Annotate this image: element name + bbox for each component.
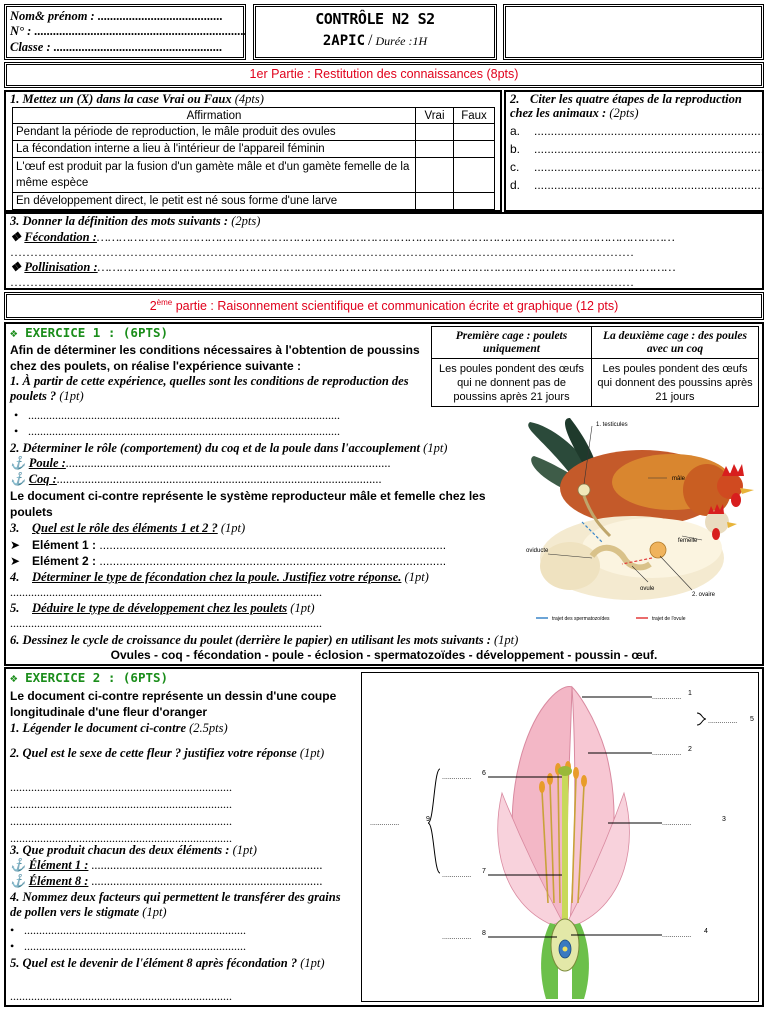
- fig-label-male: mâle: [672, 476, 686, 482]
- slash: /: [368, 32, 373, 49]
- affirmation-3: L'œuf est produit par la fusion d'un gamète mâle et d'un gamète femelle de la même espèce: [13, 158, 416, 193]
- anchor-bullet-icon: ⚓: [10, 472, 26, 486]
- ex1-q4-text: Déterminer le type de fécondation chez la poule. Justifiez votre réponse.: [32, 570, 402, 584]
- diamond-bullet-icon: ❖: [10, 230, 25, 244]
- ex1-q6: [10, 633, 518, 648]
- def-fecondation-dots: …………………………………………………………………………………………………………………………………………: [96, 230, 675, 244]
- bullet-icon: •: [14, 424, 19, 438]
- faux-cell-1[interactable]: [454, 124, 495, 141]
- q1-title: [10, 92, 264, 107]
- diamond-bullet-icon: ❖: [10, 260, 25, 274]
- ex1-q2: [10, 441, 447, 456]
- diamond-bullet-icon: ❖: [10, 325, 26, 340]
- flower-label-6: 6: [482, 770, 486, 777]
- ex1-q6-points: (1pt): [494, 633, 519, 647]
- cage1-header: Première cage : poulets uniquement: [432, 327, 592, 359]
- arrow-bullet-icon: ➤: [10, 538, 21, 552]
- ex2-q1-points: (2.5pts): [189, 721, 228, 735]
- part2-title: [4, 298, 764, 313]
- q2-dots-d: .....................................................................: [534, 178, 765, 192]
- q2-dots-c: .....................................................................: [534, 160, 765, 174]
- ex1-word-list: Ovules - coq - fécondation - poule - éclosion - spermatozoïdes - développement - poussin - œuf.: [110, 648, 658, 662]
- q2-label-a: a.: [510, 124, 521, 138]
- q2-title: [510, 92, 760, 120]
- flower-dots-3[interactable]: ...............: [662, 820, 692, 827]
- fig-label-oviducte: oviducte: [526, 548, 549, 554]
- q2-points: (2pts): [609, 106, 639, 120]
- ex2-q2-text: 2. Quel est le sexe de cette fleur ? justifiez votre réponse: [10, 746, 297, 760]
- col-header-affirmation: Affirmation: [13, 108, 416, 124]
- faux-cell-4[interactable]: [454, 193, 495, 210]
- ex1-q1-answer-2[interactable]: [14, 424, 422, 439]
- ex2-element1-answer[interactable]: [10, 858, 350, 873]
- def-fecondation-label: Fécondation :: [24, 230, 97, 244]
- ex1-q4-points: (1pt): [404, 570, 429, 584]
- flower-dots-5[interactable]: ...............: [708, 718, 738, 725]
- vrai-cell-4[interactable]: [416, 193, 454, 210]
- q2-text: Citer les quatre étapes de la reproduction chez les animaux :: [510, 92, 742, 120]
- bullet-icon: •: [10, 939, 15, 953]
- ex1-q5-num: 5.: [10, 601, 20, 615]
- fig-label-testicules: 1. testicules: [596, 422, 628, 428]
- ex1-q1: [10, 374, 420, 404]
- ex2-q2-answer-4[interactable]: ..........................................................................: [10, 831, 232, 845]
- flower-dots-7[interactable]: ...............: [442, 872, 472, 879]
- ex2-q4-answer-1[interactable]: [10, 923, 350, 938]
- name-field[interactable]: Nom& prénom : ........................................: [10, 9, 223, 23]
- flower-dots-1[interactable]: ...............: [652, 694, 682, 701]
- ex1-q4: [10, 570, 429, 585]
- q3-text: 3. Donner la définition des mots suivants :: [10, 214, 229, 228]
- affirmation-4: En développement direct, le petit est né sous forme d'une larve: [13, 193, 416, 210]
- ex2-element8-answer[interactable]: [10, 874, 350, 889]
- flower-label-1: 1: [688, 690, 692, 697]
- def-pollinisation-line[interactable]: [10, 260, 758, 275]
- poule-dots: ........................................................................................................: [65, 456, 391, 470]
- ex1-q3-points: (1pt): [220, 521, 246, 535]
- page-title: CONTRÔLE N2 S2: [315, 10, 435, 28]
- ex1-q3-num: 3.: [10, 521, 20, 535]
- ex1-q3-text: Quel est le rôle des éléments 1 et 2 ?: [32, 521, 218, 535]
- poule-label: Poule :: [28, 456, 66, 470]
- anchor-bullet-icon: ⚓: [10, 858, 26, 872]
- ex1-doc-text: Le document ci-contre représente le système reproducteur mâle et femelle chez les poulets: [10, 489, 486, 519]
- vrai-cell-2[interactable]: [416, 141, 454, 158]
- ex2-element8-label: Élément 8 :: [28, 874, 89, 888]
- coq-dots: ........................................................................................................: [56, 472, 382, 486]
- flower-dots-8[interactable]: ...............: [442, 934, 472, 941]
- ex2-q3-points: (1pt): [232, 843, 257, 857]
- cages-table: [431, 326, 759, 407]
- arrow-bullet-icon: ➤: [10, 554, 21, 568]
- ex2-q4-points: (1pt): [142, 905, 167, 919]
- ex1-title: [10, 325, 168, 340]
- ex1-q1-dots-2: ........................................................................................................: [28, 424, 340, 438]
- ex2-q3-text: 3. Que produit chacun des deux éléments :: [10, 843, 230, 857]
- ex2-element1-dots: ..........................................................................: [91, 858, 323, 872]
- ex2-title: [10, 670, 168, 685]
- def-pollinisation-label: Pollinisation :: [24, 260, 98, 274]
- flower-label-5: 5: [750, 716, 754, 723]
- flower-label-9: 9: [426, 816, 430, 823]
- fig-legend-sperm: trajet des spermatozoïdes: [552, 616, 610, 622]
- element1-dots: ........................................................................................................: [99, 538, 447, 552]
- ex2-q1-text: 1. Légender le document ci-contre: [10, 721, 187, 735]
- flower-label-8: 8: [482, 930, 486, 937]
- part2-num: 2: [149, 299, 157, 314]
- q2-item-b[interactable]: [510, 142, 764, 157]
- ex2-title-text: EXERCICE 2 : (6PTS): [25, 670, 169, 685]
- q3-title: [10, 214, 260, 229]
- ex1-q1-dots-1: ........................................................................................................: [28, 408, 340, 422]
- ex2-q5: [10, 956, 355, 971]
- affirmation-1: Pendant la période de reproduction, le mâle produit des ovules: [13, 124, 416, 141]
- element1-label: Elément 1 :: [32, 538, 97, 552]
- vrai-cell-1[interactable]: [416, 124, 454, 141]
- anchor-bullet-icon: ⚓: [10, 456, 26, 470]
- ex1-q5: [10, 601, 315, 616]
- faux-cell-3[interactable]: [454, 158, 495, 193]
- bullet-icon: •: [10, 923, 15, 937]
- ex2-intro: Le document ci-contre représente un dessin d'une coupe longitudinale d'une fleur d'oranger: [10, 689, 337, 719]
- ex1-q2-text: 2. Déterminer le rôle (comportement) du coq et de la poule dans l'accouplement: [10, 441, 421, 455]
- q2-num: 2.: [510, 92, 520, 106]
- true-false-table: [12, 107, 495, 210]
- faux-cell-2[interactable]: [454, 141, 495, 158]
- vrai-cell-3[interactable]: [416, 158, 454, 193]
- ex2-q4: [10, 890, 355, 920]
- ex2-q2-points: (1pt): [299, 746, 325, 760]
- cage2-header: La deuxième cage : des poules avec un coq: [592, 327, 759, 359]
- level-label: 2APIC: [322, 33, 366, 49]
- ex1-q1-answer-1[interactable]: [14, 408, 422, 423]
- q2-item-c[interactable]: [510, 160, 764, 175]
- coq-answer[interactable]: [10, 472, 510, 487]
- element2-answer[interactable]: [10, 554, 490, 569]
- q2-dots-a: .....................................................................: [534, 124, 765, 138]
- style: [562, 773, 568, 923]
- flower-dots-9[interactable]: ...............: [370, 820, 400, 827]
- q2-label-d: d.: [510, 178, 521, 192]
- ex1-title-text: EXERCICE 1 : (6PTS): [25, 325, 169, 340]
- ex2-q2-answer-1[interactable]: ..........................................................................: [10, 780, 232, 794]
- flower-section-figure: [362, 673, 758, 1001]
- ex1-q1-points: (1pt): [59, 389, 84, 403]
- ex1-q4-answer[interactable]: ........................................................................................................: [10, 585, 322, 599]
- ovaire-organ: [650, 542, 666, 558]
- ex2-q2-answer-2[interactable]: ..........................................................................: [10, 797, 232, 811]
- ex1-q6-text: 6. Dessinez le cycle de croissance du poulet (derrière le papier) en utilisant les mots suivants :: [10, 633, 491, 647]
- ex1-q4-num: 4.: [10, 570, 20, 584]
- fig-label-ovule: ovule: [640, 586, 655, 592]
- fig-legend-ovule: trajet de l'ovule: [652, 616, 686, 622]
- element2-label: Elément 2 :: [32, 554, 97, 568]
- number-field[interactable]: N° : ....................................................................: [10, 24, 247, 38]
- q1-text: 1. Mettez un (X) dans la case Vrai ou Faux: [10, 92, 232, 106]
- ex2-q5-points: (1pt): [300, 956, 325, 970]
- col-header-faux: Faux: [454, 108, 495, 124]
- coq-label: Coq :: [28, 472, 57, 486]
- ex2-q4-text: 4. Nommez deux facteurs qui permettent le transférer des grains de pollen vers le stigmate: [10, 890, 341, 919]
- def-fecondation-line-2[interactable]: …………………………………………………………………………………………………………………………………………: [10, 245, 634, 259]
- ex1-q5-answer[interactable]: ........................................................................................................: [10, 616, 322, 630]
- q1-points: (4pts): [234, 92, 264, 106]
- ex1-q3: [10, 521, 245, 536]
- flower-label-4: 4: [704, 928, 708, 935]
- ex1-intro: Afin de déterminer les conditions nécessaires à l'obtention de poussins chez des poulets, on réalise l'expérience suivante :: [10, 343, 420, 373]
- class-field[interactable]: Classe : ......................................................: [10, 40, 223, 54]
- q2-item-a[interactable]: [510, 124, 764, 139]
- col-header-vrai: Vrai: [416, 108, 454, 124]
- fig-label-ovaire: 2. ovaire: [692, 592, 716, 598]
- q2-item-d[interactable]: [510, 178, 764, 193]
- flower-label-7: 7: [482, 868, 486, 875]
- anchor-bullet-icon: ⚓: [10, 874, 26, 888]
- ex2-q3: [10, 843, 257, 858]
- flower-dots-4[interactable]: ...............: [662, 932, 692, 939]
- chicken-reproduction-figure: [522, 418, 762, 630]
- q2-label-c: c.: [510, 160, 520, 174]
- part2-rest: partie : Raisonnement scientifique et communication écrite et graphique (12 pts): [172, 299, 619, 314]
- fig-label-femelle: femelle: [678, 538, 698, 544]
- cage2-result: Les poules pondent des œufs qui donnent des poussins après 21 jours: [592, 359, 759, 407]
- ex2-q2: [10, 746, 355, 761]
- def-pollinisation-dots: …………………………………………………………………………………………………………………………………………: [97, 260, 676, 274]
- duration-label: Durée :1H: [375, 34, 428, 48]
- def-pollinisation-line-2[interactable]: …………………………………………………………………………………………………………………………………………: [10, 275, 634, 289]
- ex2-q5-answer[interactable]: ..........................................................................: [10, 989, 232, 1003]
- part1-title: 1er Partie : Restitution des connaissances (8pts): [249, 67, 519, 81]
- q2-label-b: b.: [510, 142, 521, 156]
- q3-points: (2pts): [231, 214, 261, 228]
- ex2-q4-dots-2: ..........................................................................: [24, 939, 246, 953]
- flower-label-2: 2: [688, 746, 692, 753]
- ex2-q2-answer-3[interactable]: ..........................................................................: [10, 814, 232, 828]
- level-line: [253, 32, 497, 50]
- ex2-element8-dots: ..........................................................................: [91, 874, 323, 888]
- part2-sup: ème: [156, 298, 173, 307]
- testicule-organ: [578, 484, 590, 496]
- diamond-bullet-icon: ❖: [10, 670, 26, 685]
- ex2-q1: [10, 721, 228, 736]
- ex1-q5-text: Déduire le type de développement chez les poulets: [32, 601, 288, 615]
- stigma: [558, 766, 572, 776]
- ex2-element1-label: Élément 1 :: [28, 858, 89, 872]
- element2-dots: ........................................................................................................: [99, 554, 447, 568]
- poule-answer[interactable]: [10, 456, 510, 471]
- header-grade-box: [503, 4, 764, 60]
- flower-dots-2[interactable]: ...............: [652, 750, 682, 757]
- ex2-q4-dots-1: ..........................................................................: [24, 923, 246, 937]
- ex2-q5-text: 5. Quel est le devenir de l'élément 8 après fécondation ?: [10, 956, 298, 970]
- def-fecondation-line[interactable]: [10, 230, 758, 245]
- bullet-icon: •: [14, 408, 19, 422]
- q2-dots-b: .....................................................................: [534, 142, 765, 156]
- affirmation-2: La fécondation interne a lieu à l'intérieur de l'appareil féminin: [13, 141, 416, 158]
- flower-dots-6[interactable]: ...............: [442, 774, 472, 781]
- ex2-q4-answer-2[interactable]: [10, 939, 350, 954]
- flower-label-3: 3: [722, 816, 726, 823]
- ex1-q2-points: (1pt): [423, 441, 448, 455]
- ex1-q5-points: (1pt): [290, 601, 315, 615]
- element1-answer[interactable]: [10, 538, 490, 553]
- ex1-q1-text: 1. À partir de cette expérience, quelles sont les conditions de reproduction des poulets ?: [10, 374, 409, 403]
- cage1-result: Les poules pondent des œufs qui ne donnent pas de poussins après 21 jours: [432, 359, 592, 407]
